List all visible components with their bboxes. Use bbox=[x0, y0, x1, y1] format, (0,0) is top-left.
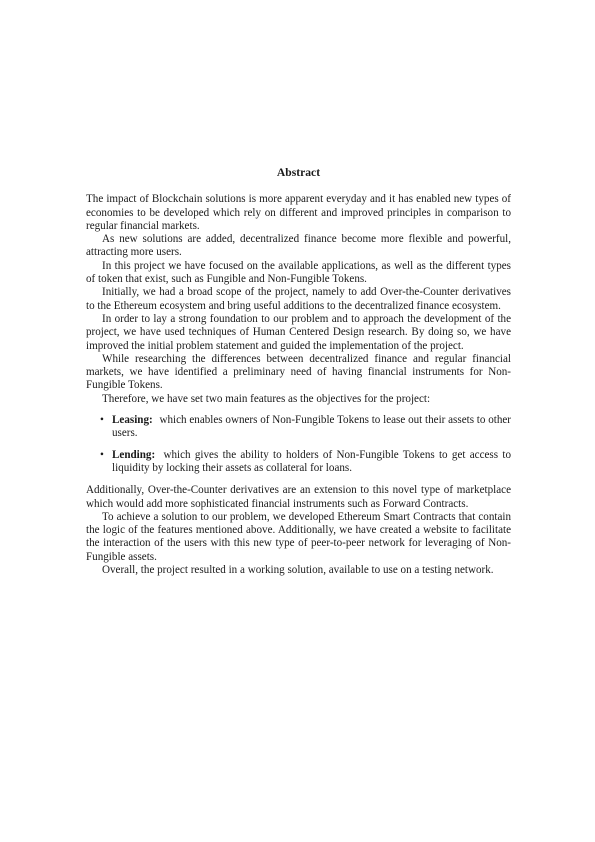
bullet-icon: • bbox=[100, 414, 104, 427]
bullet-icon: • bbox=[100, 448, 104, 461]
feature-list bbox=[86, 414, 511, 475]
paragraph-scope: Initially, we had a broad scope of the project, namely to add Over-the-Counter derivatives to the Ethereum ecosystem and bring useful additions to the decentralized finance ecosystem. bbox=[86, 286, 511, 312]
paragraph-solution: To achieve a solution to our problem, we developed Ethereum Smart Contracts that contain the logic of the features mentioned above. Additionally, we have created a website to facilitate the interaction of the users with this new type of peer-to-peer network for leveraging of Non-Fungible assets. bbox=[86, 510, 511, 563]
feature-description: which enables owners of Non-Fungible Tokens to lease out their assets to other users. bbox=[112, 414, 511, 440]
feature-item-lending bbox=[86, 449, 511, 476]
paragraph-foundation: In order to lay a strong foundation to our problem and to approach the development of the project, we have used techniques of Human Centered Design research. By doing so, we have improved the initial problem statement and guided the implementation of the project. bbox=[86, 312, 511, 352]
paragraph-overall: Overall, the project resulted in a working solution, available to use on a testing network. bbox=[102, 564, 494, 577]
paragraph-otc: Additionally, Over-the-Counter derivatives are an extension to this novel type of marketplace which would add more sophisticated financial instruments such as Forward Contracts. bbox=[86, 484, 511, 510]
paragraph-research: While researching the differences between decentralized finance and regular financial markets, we have identified a preliminary need of having financial instruments for Non-Fungible Tokens. bbox=[86, 352, 511, 392]
paragraph-intro: The impact of Blockchain solutions is more apparent everyday and it has enabled new types of economies to be developed which rely on different and improved principles in comparison to regular financial markets. bbox=[86, 193, 511, 232]
paragraph-new-solutions: As new solutions are added, decentralized finance become more flexible and powerful, attracting more users. bbox=[86, 233, 511, 259]
feature-term: Leasing: bbox=[112, 414, 153, 427]
feature-term: Lending: bbox=[112, 448, 156, 461]
paragraph-focus: In this project we have focused on the available applications, as well as the different types of token that exist, such as Fungible and Non-Fungible Tokens. bbox=[86, 259, 511, 286]
abstract-title: Abstract bbox=[276, 166, 321, 179]
feature-description: which gives the ability to holders of Non-Fungible Tokens to get access to liquidity by locking their assets as collateral for loans. bbox=[112, 448, 511, 474]
feature-item-leasing bbox=[86, 414, 511, 441]
abstract-page bbox=[86, 166, 511, 577]
paragraph-objectives: Therefore, we have set two main features as the objectives for the project: bbox=[102, 392, 431, 405]
